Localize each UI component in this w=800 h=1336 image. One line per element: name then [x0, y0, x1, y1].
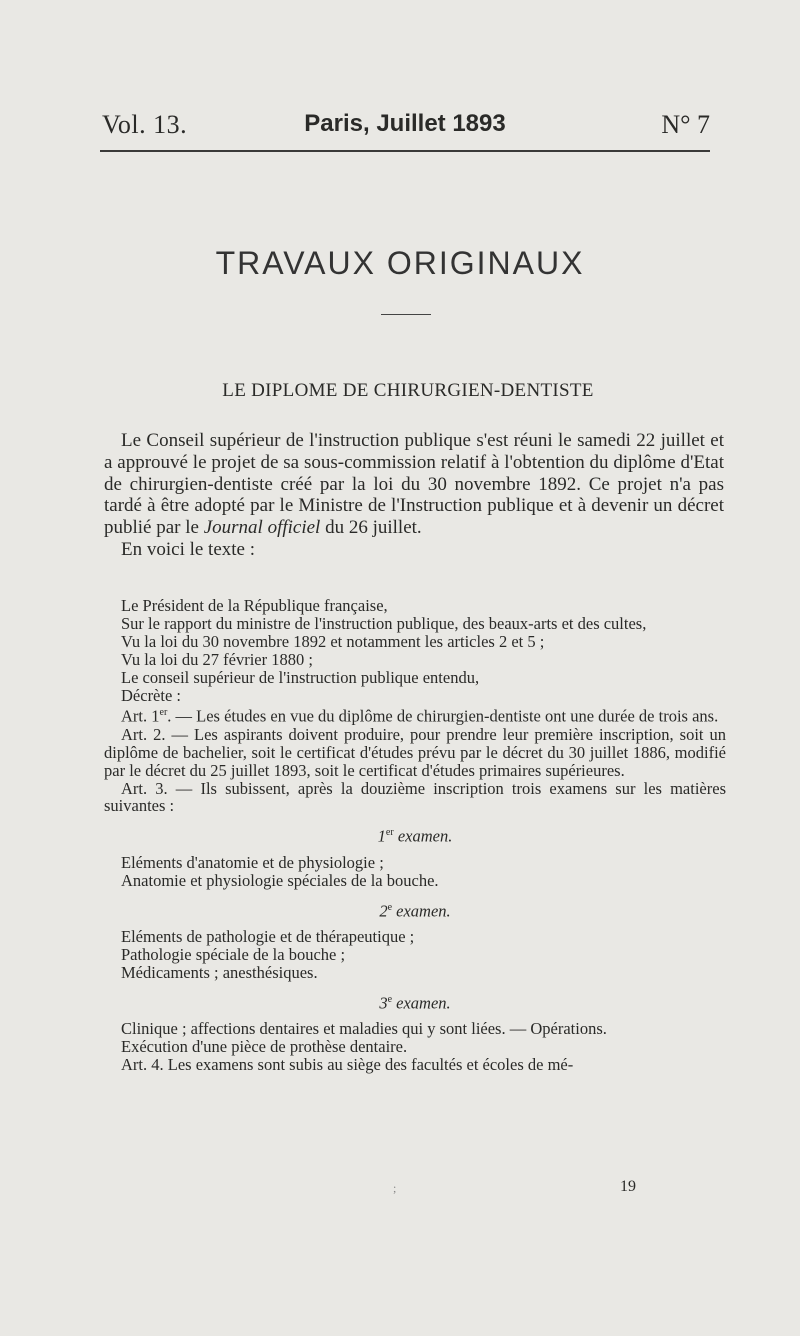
exam-3-num: 3 [379, 993, 388, 1013]
decree-line: Vu la loi du 27 février 1880 ; [121, 649, 313, 669]
intro-lead: En voici le texte : [121, 538, 256, 560]
article-title: LE DIPLOME DE CHIRURGIEN-DENTISTE [222, 380, 594, 401]
exam-3-title [104, 991, 726, 1012]
article-1-label: Art. 1 [121, 706, 160, 726]
decree-line: Vu la loi du 30 novembre 1892 et notamment les articles 2 et 5 ; [121, 631, 545, 651]
decree-text [104, 597, 726, 1074]
exam-item: Clinique ; affections dentaires et maladies qui y sont liées. — Opérations. [121, 1019, 607, 1039]
issue-number: N° 7 [661, 110, 710, 139]
article-2: Art. 2. — Les aspirants doivent produire, pour prendre leur première inscription, soit un diplôme de bachelier, soit le certificat d'études prévu par le décret du 30 juillet 1886, modifié par le décret du 25 juillet 1893, soit le certificat d'études primaires supérieures. [104, 724, 726, 780]
volume-label: Vol. 13. [102, 110, 188, 139]
intro-text-start: Le Conseil supérieur de l'instruction publique s'est réuni le samedi 22 juillet et a approuvé le projet de sa sous-commission relatif à l'obtention du diplôme d'Etat de chirurgien-dentiste créé par la loi du 30 novembre 1892. Ce projet n'a pas tardé à être adopté par le Ministre de l'Instruction publique et à devenir un décret publié par le [104, 430, 724, 539]
exam-1-title [104, 824, 726, 845]
decree-line: Le Président de la République française, [121, 596, 388, 615]
article-1-sup: er [159, 707, 168, 719]
intro-paragraph [104, 430, 724, 539]
exam-item: Anatomie et physiologie spéciales de la bouche. [121, 870, 439, 890]
section-title: TRAVAUX ORIGINAUX [215, 245, 585, 281]
exam-item: Pathologie spéciale de la bouche ; [121, 944, 346, 964]
decree-line: Sur le rapport du ministre de l'instruction publique, des beaux-arts et des cultes, [121, 613, 647, 633]
article-1-text: . — Les études en vue du diplôme de chirurgien-dentiste ont une durée de trois ans. [167, 706, 719, 726]
exam-2-sup: e [387, 901, 393, 913]
header-rule [100, 150, 710, 152]
exam-1-sup: er [385, 827, 394, 839]
article-4: Art. 4. Les examens sont subis au siège des facultés et écoles de mé- [121, 1054, 574, 1074]
exam-2-word: examen. [392, 901, 451, 921]
exam-3-word: examen. [392, 993, 451, 1013]
page-number: 19 [620, 1178, 636, 1195]
section-divider [381, 314, 431, 315]
running-header [100, 110, 710, 150]
decree-line: Le conseil supérieur de l'instruction publique entendu, [121, 667, 480, 687]
exam-item: Médicaments ; anesthésiques. [121, 962, 318, 982]
exam-1-word: examen. [393, 826, 453, 846]
exam-2-title [104, 899, 726, 920]
intro-text-end: du 26 juillet. [320, 517, 422, 539]
intro-text [104, 430, 724, 561]
exam-1-num: 1 [377, 826, 386, 846]
exam-item: Eléments de pathologie et de thérapeutique ; [121, 927, 415, 946]
issue-date: Paris, Juillet 1893 [304, 110, 506, 137]
decree-line: Décrète : [121, 685, 181, 705]
article-1 [104, 704, 726, 725]
article-3: Art. 3. — Ils subissent, après la douzième inscription trois examens sur les matières suivantes : [104, 778, 726, 816]
exam-item: Eléments d'anatomie et de physiologie ; [121, 852, 384, 872]
footer-mark: ; [393, 1181, 397, 1195]
journal-officiel: Journal officiel [203, 517, 321, 539]
exam-3-sup: e [387, 993, 393, 1005]
exam-2-num: 2 [379, 901, 388, 921]
exam-item: Exécution d'une pièce de prothèse dentaire. [121, 1037, 408, 1057]
